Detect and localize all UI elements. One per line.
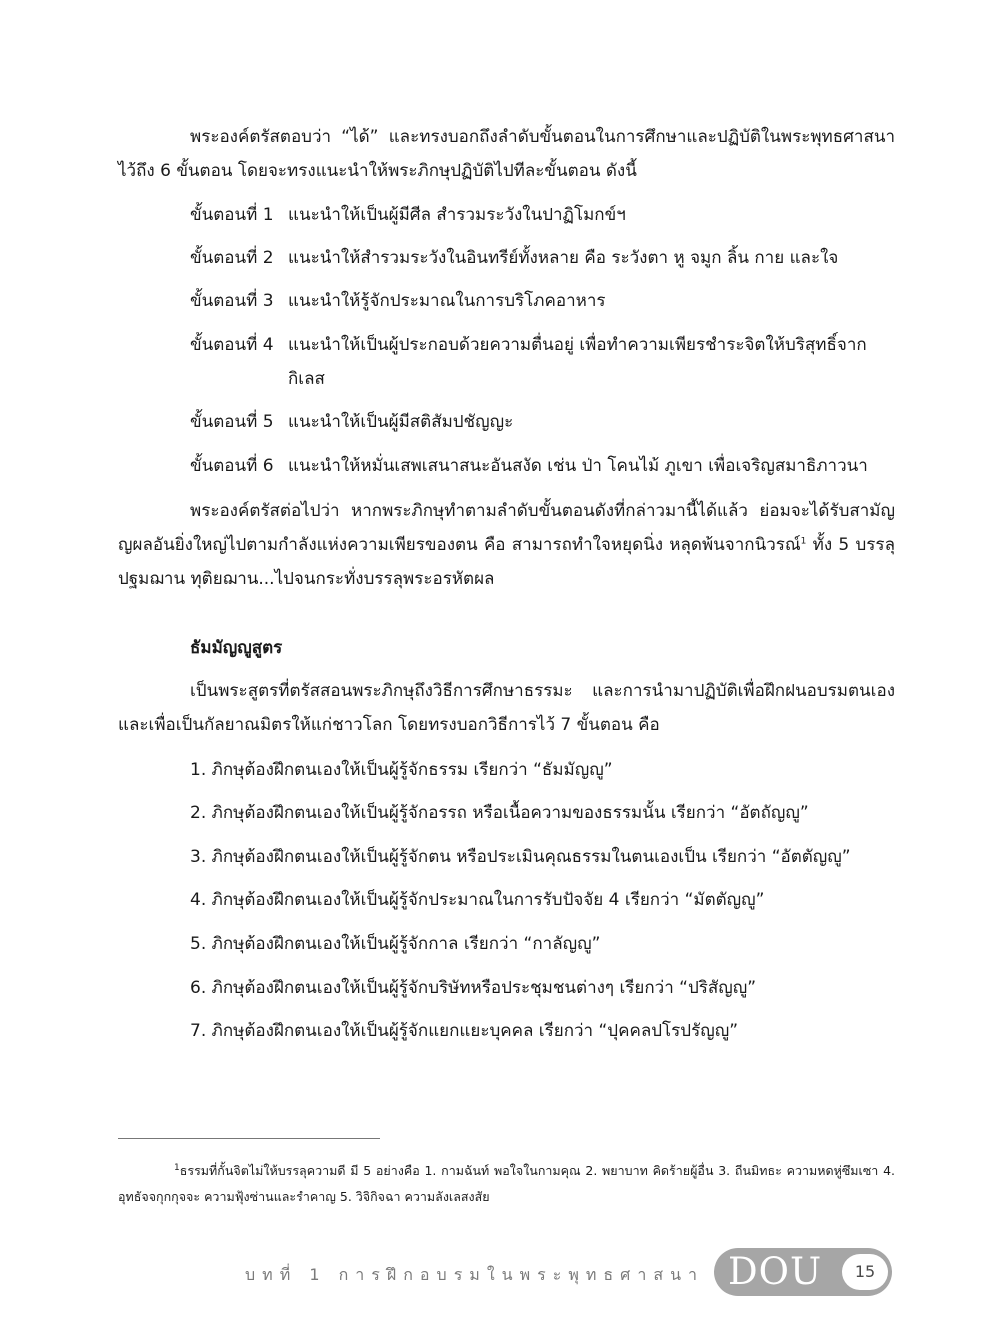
continuation-tail: ทั้ง 5 บรรลุปฐมฌาน ทุติยฌาน...ไปจนกระทั่งบรรลุพระอรหัตผล [118, 535, 895, 589]
step-5 [190, 405, 895, 439]
step-1 [190, 198, 895, 232]
footnote [118, 1158, 895, 1210]
step-text: แนะนำให้รู้จักประมาณในการบริโภคอาหาร [288, 291, 606, 311]
footnote-reference[interactable]: 1 [800, 536, 807, 547]
step-label: ขั้นตอนที่ 4 [190, 335, 274, 355]
continuation-paragraph [118, 494, 895, 596]
step-text: แนะนำให้เป็นผู้มีศีล สำรวมระวังในปาฏิโมกข์ฯ [288, 205, 626, 225]
list-item: 3. ภิกษุต้องฝึกตนเองให้เป็นผู้รู้จักตน หรือประเมินคุณธรรมในตนเองเป็น เรียกว่า “อัตตัญญู” [190, 847, 851, 867]
step-label: ขั้นตอนที่ 5 [190, 412, 274, 432]
intro-paragraph [118, 120, 895, 188]
step-text: แนะนำให้สำรวมระวังในอินทรีย์ทั้งหลาย คือ ระวังตา หู จมูก ลิ้น กาย และใจ [288, 248, 839, 268]
step-3 [190, 284, 895, 318]
step-text: แนะนำให้เป็นผู้มีสติสัมปชัญญะ [288, 412, 514, 432]
section-paragraph [118, 674, 895, 742]
running-title: บทที่ 1 การฝึกอบรมในพระพุทธศาสนา [245, 1265, 705, 1284]
list-item: 5. ภิกษุต้องฝึกตนเองให้เป็นผู้รู้จักกาล เรียกว่า “กาลัญญู” [190, 934, 601, 954]
step-text: แนะนำให้เป็นผู้ประกอบด้วยความตื่นอยู่ เพื่อทำความเพียรชำระจิตให้บริสุทธิ์จากกิเลส [288, 335, 867, 389]
step-text: แนะนำให้หมั่นเสพเสนาสนะอันสงัด เช่น ป่า โคนไม้ ภูเขา เพื่อเจริญสมาธิภาวนา [288, 456, 868, 476]
page-number: 15 [842, 1254, 888, 1290]
footnote-text: ธรรมที่กั้นจิตไม่ให้บรรลุความดี มี 5 อย่างคือ 1. กามฉันท์ พอใจในกามคุณ 2. พยาบาท คิดร้ายผู้อื่น 3. ถีนมิทธะ ความหดหู่ซึมเซา 4. อุทธัจจกุกกุจจะ ความฟุ้งซ่านและรำคาญ 5. วิจิกิจฉา ความลังเลสงสัย [118, 1163, 895, 1204]
footnote-marker: 1 [174, 1162, 180, 1173]
step-label: ขั้นตอนที่ 2 [190, 248, 274, 268]
continuation-text: พระองค์ตรัสต่อไปว่า หากพระภิกษุทำตามลำดับขั้นตอนดังที่กล่าวมานี้ได้แล้ว ย่อมจะได้รับสามัญญผลอันยิ่งใหญ่ไปตามกำลังแห่งความเพียรของตน คือ สามารถทำใจหยุดนิ่ง หลุดพ้นจากนิวรณ์ [118, 501, 895, 555]
list-item: 2. ภิกษุต้องฝึกตนเองให้เป็นผู้รู้จักอรรถ หรือเนื้อความของธรรมนั้น เรียกว่า “อัตถัญญู” [190, 803, 809, 823]
list-item: 7. ภิกษุต้องฝึกตนเองให้เป็นผู้รู้จักแยกแยะบุคคล เรียกว่า “ปุคคลปโรปรัญญู” [190, 1021, 739, 1041]
dou-logo: DOU [728, 1250, 823, 1293]
step-label: ขั้นตอนที่ 1 [190, 205, 274, 225]
footnote-divider [118, 1138, 380, 1139]
step-6 [190, 449, 895, 483]
page-badge [714, 1248, 892, 1296]
step-label: ขั้นตอนที่ 6 [190, 456, 274, 476]
list-item: 6. ภิกษุต้องฝึกตนเองให้เป็นผู้รู้จักบริษัทหรือประชุมชนต่างๆ เรียกว่า “ปริสัญญู” [190, 978, 757, 998]
list-item: 4. ภิกษุต้องฝึกตนเองให้เป็นผู้รู้จักประมาณในการรับปัจจัย 4 เรียกว่า “มัตตัญญู” [190, 890, 765, 910]
intro-text: พระองค์ตรัสตอบว่า “ได้” และทรงบอกถึงลำดับขั้นตอนในการศึกษาและปฏิบัติในพระพุทธศาสนาไว้ถึง 6 ขั้นตอน โดยจะทรงแนะนำให้พระภิกษุปฏิบัติไปทีละขั้นตอน ดังนี้ [118, 127, 895, 181]
step-4 [190, 328, 895, 396]
list-item: 1. ภิกษุต้องฝึกตนเองให้เป็นผู้รู้จักธรรม เรียกว่า “ธัมมัญญู” [190, 760, 613, 780]
step-2 [190, 241, 895, 275]
section-heading: ธัมมัญญูสูตร [190, 638, 283, 658]
step-label: ขั้นตอนที่ 3 [190, 291, 274, 311]
section-text: เป็นพระสูตรที่ตรัสสอนพระภิกษุถึงวิธีการศึกษาธรรมะ และการนำมาปฏิบัติเพื่อฝึกฝนอบรมตนเองและเพื่อเป็นกัลยาณมิตรให้แก่ชาวโลก โดยทรงบอกวิธีการไว้ 7 ขั้นตอน คือ [118, 681, 895, 735]
